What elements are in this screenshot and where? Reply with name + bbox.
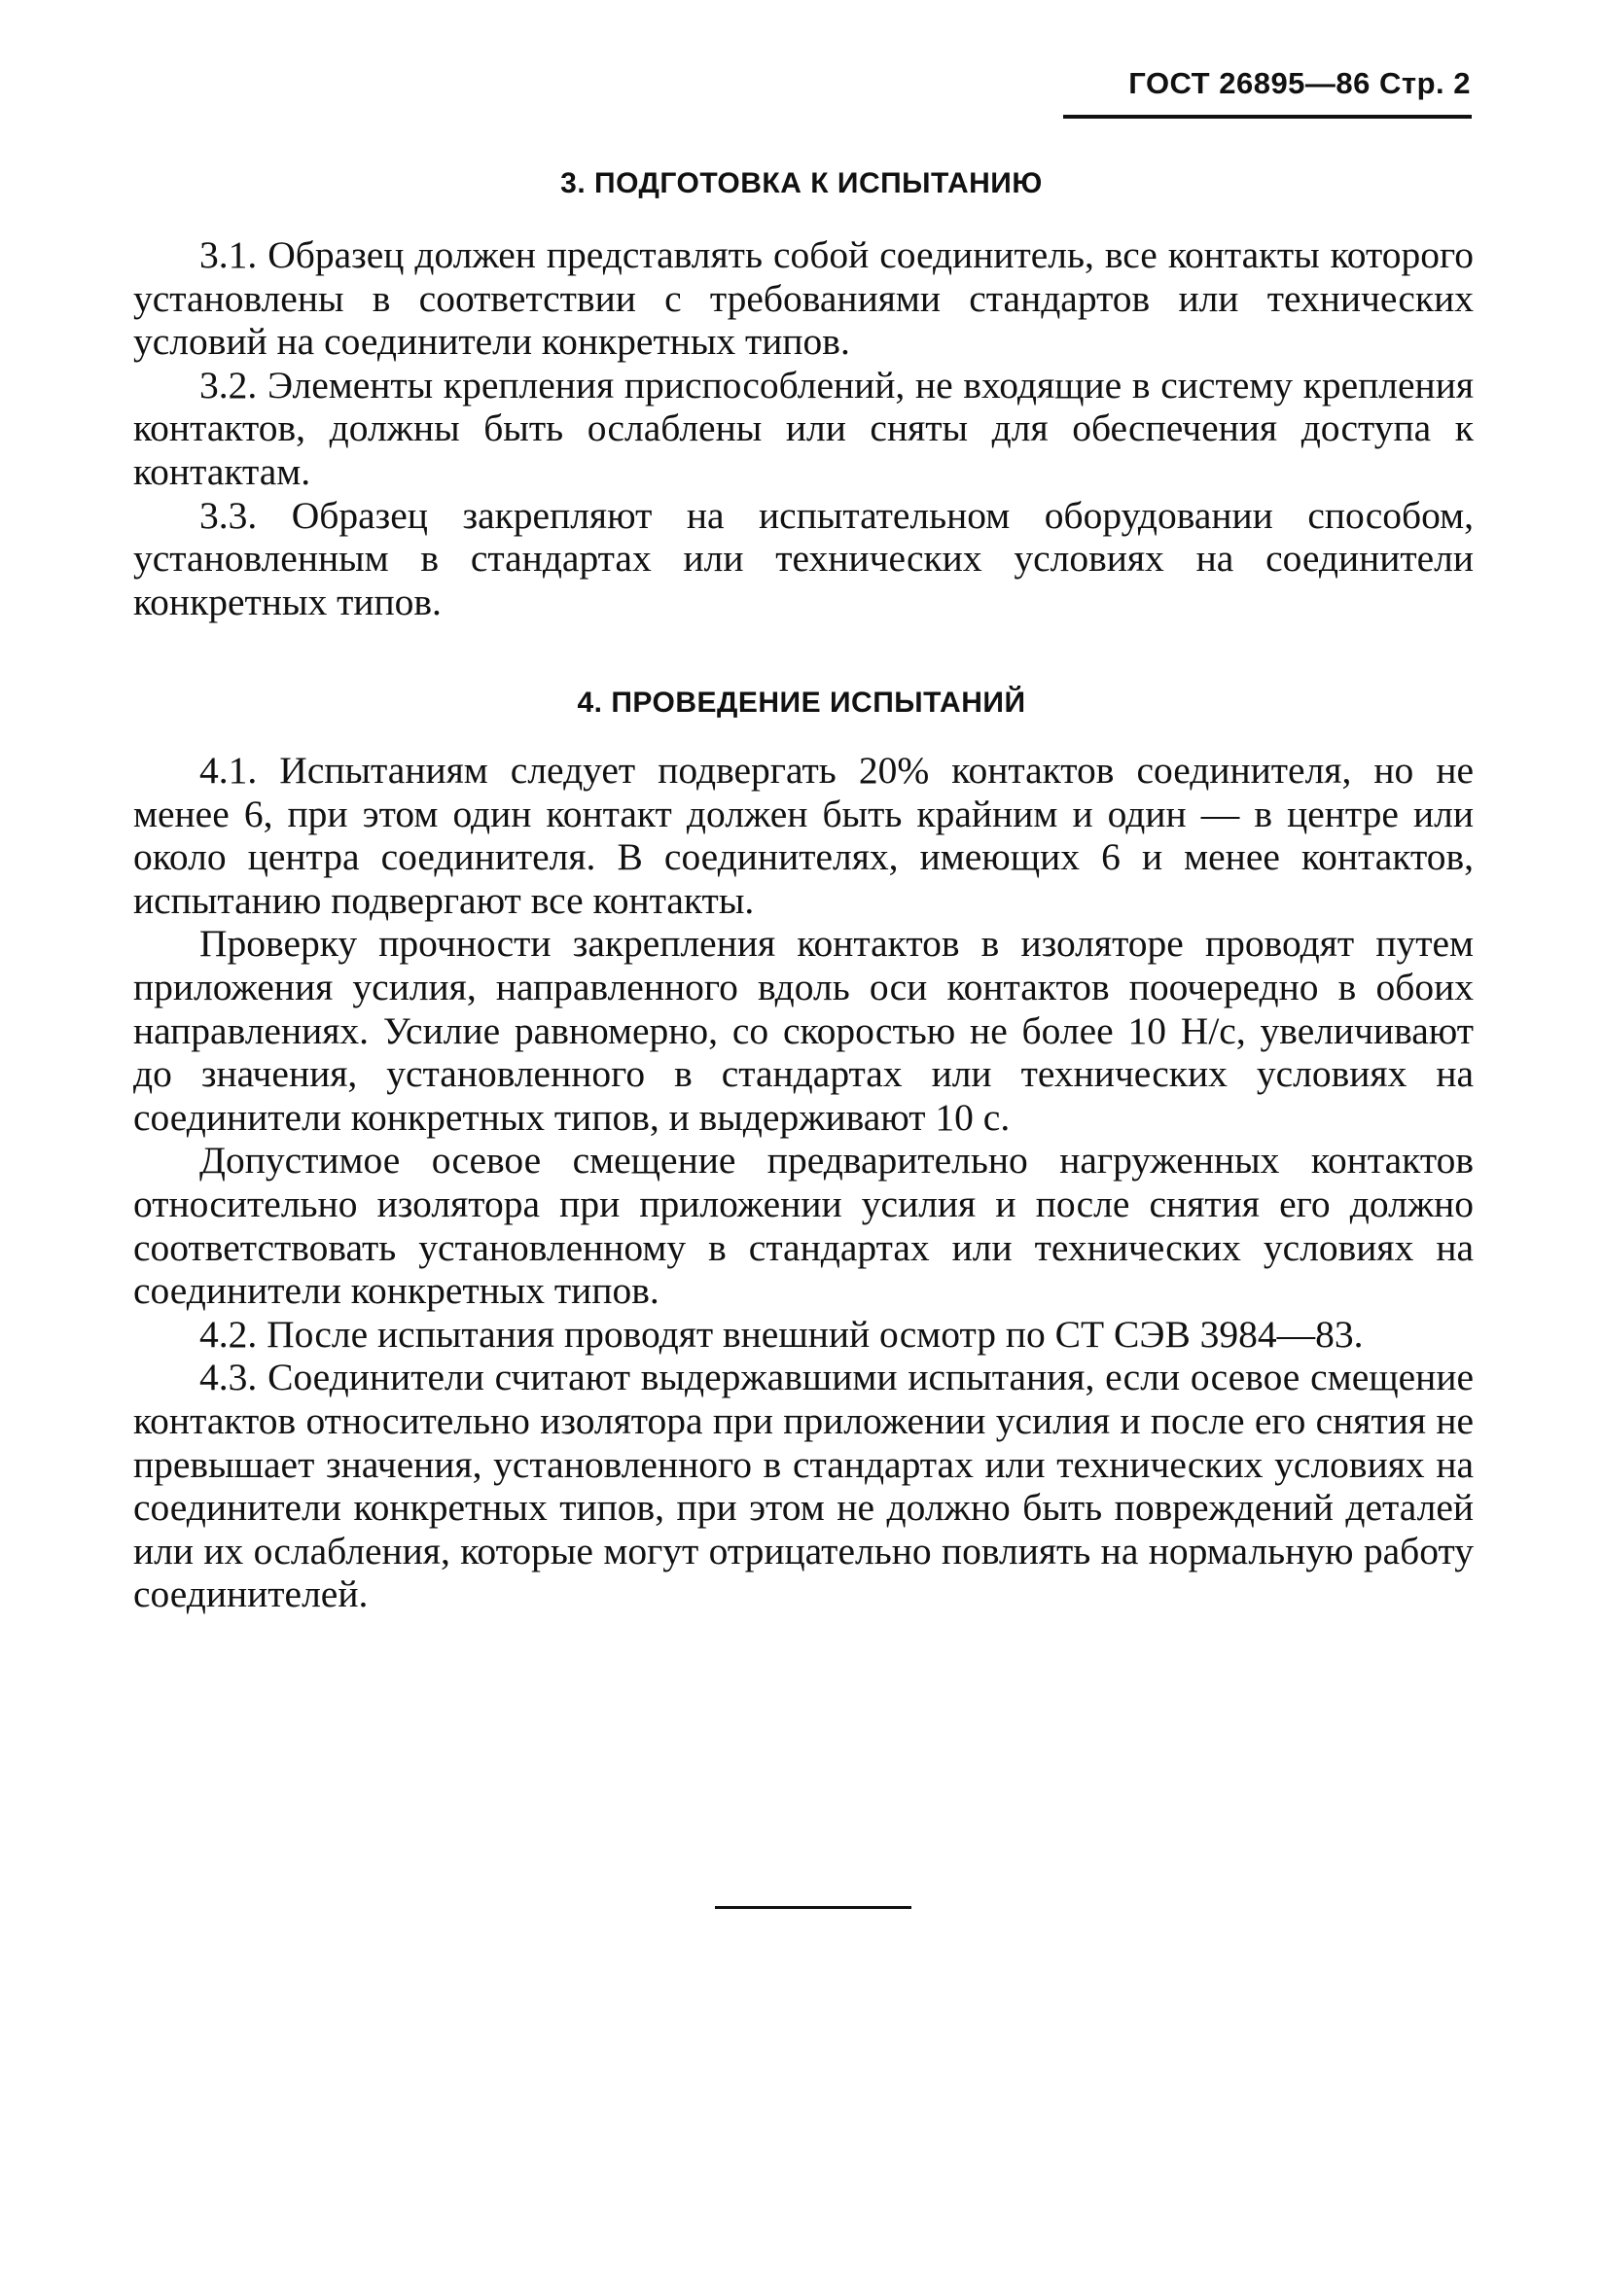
paragraph-3-1: 3.1. Образец должен представлять собой соединитель, все контакты которого установлены в соответствии с требованиями стандартов или технических условий на соединители конкретных типов.: [133, 233, 1474, 364]
header-rule: [1063, 115, 1472, 119]
paragraph-4-3: 4.3. Соединители считают выдержавшими испытания, если осевое смещение контактов относительно изолятора при приложении усилия и после его снятия не превышает значения, установленного в стандартах или технических условиях на соединители конкретных типов, при этом не должно быть повреждений деталей или их ослабления, которые могут отрицательно повлиять на нормальную работу соединителей.: [133, 1356, 1474, 1616]
paragraph-4-1-displacement: Допустимое осевое смещение предварительно нагруженных контактов относительно изолятора при приложении усилия и после снятия его должно соответствовать установленному в стандартах или технических условиях на соединители конкретных типов.: [133, 1139, 1474, 1313]
paragraph-4-2: 4.2. После испытания проводят внешний осмотр по СТ СЭВ 3984—83.: [199, 1312, 1364, 1356]
section-3-body: [133, 233, 1474, 623]
paragraph-4-1: 4.1. Испытаниям следует подвергать 20% контактов соединителя, но не менее 6, при этом один контакт должен быть крайним и один — в центре или около центра соединителя. В соединителях, имеющих 6 и менее контактов, испытанию подвергают все контакты.: [133, 749, 1474, 922]
section-3-title: 3. ПОДГОТОВКА К ИСПЫТАНИЮ: [560, 167, 1043, 199]
paragraph-4-1-check: Проверку прочности закрепления контактов в изоляторе проводят путем приложения усилия, направленного вдоль оси контактов поочередно в обоих направлениях. Усилие равномерно, со скоростью не более 10 Н/с, увеличивают до значения, установленного в стандартах или технических условиях на соединители конкретных типов, и выдерживают 10 с.: [133, 922, 1474, 1139]
paragraph-3-3: 3.3. Образец закрепляют на испытательном оборудовании способом, установленным в стандартах или технических условиях на соединители конкретных типов.: [133, 493, 1474, 623]
end-rule: [715, 1906, 911, 1909]
paragraph-3-2: 3.2. Элементы крепления приспособлений, не входящие в систему крепления контактов, должны быть ослаблены или сняты для обеспечения доступа к контактам.: [133, 363, 1474, 493]
page-header: ГОСТ 26895—86 Стр. 2: [1128, 66, 1471, 100]
section-4-title: 4. ПРОВЕДЕНИЕ ИСПЫТАНИЙ: [577, 687, 1026, 719]
section-4-body: [133, 749, 1474, 1616]
